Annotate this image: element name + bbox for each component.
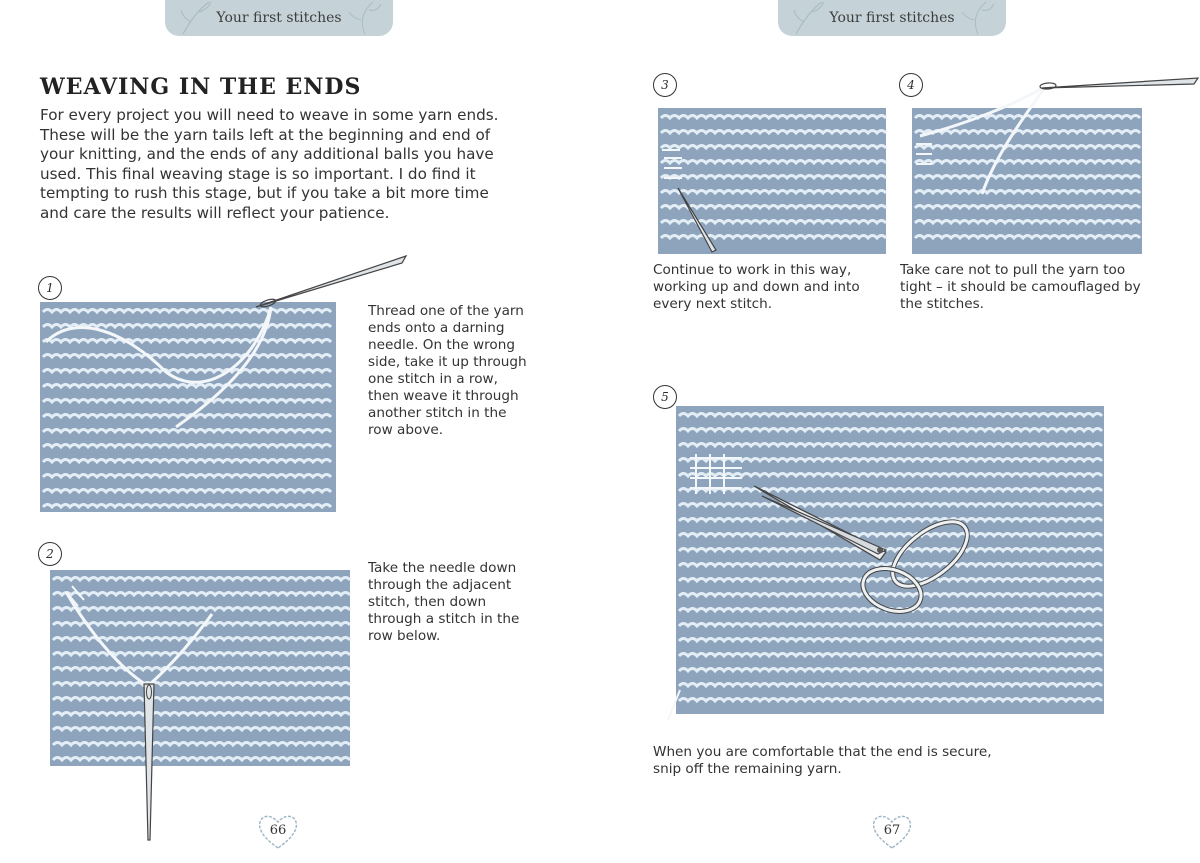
chapter-header-text: Your first stitches (216, 10, 342, 26)
step-4-illustration (906, 74, 1200, 260)
step-4-caption: Take care not to pull the yarn too tight – it should be camouflaged by the stitches. (900, 262, 1141, 312)
page-number-text: 66 (269, 822, 287, 838)
darning-needle (1042, 78, 1198, 88)
step-2-caption: Take the needle down through the adjacent stitch, then down through a stitch in the row below. (368, 560, 520, 644)
step-5-caption: When you are comfortable that the end is secure, snip off the remaining yarn. (653, 744, 992, 777)
darning-needle (144, 684, 154, 840)
knit-swatch (676, 406, 1104, 714)
page-number-67 (870, 810, 914, 852)
step-5-number: 5 (661, 390, 669, 404)
chapter-header-tab (165, 0, 393, 36)
intro-paragraph: For every project you will need to weave in some yarn ends. These will be the yarn tails left at the beginning and end of your knitting, and the ends of any additional balls you have used. This final weaving stage is so important. I do find it tempting to rush this stage, but if you take a bit more time and care the results will reflect your patience. (40, 106, 499, 222)
step-4-number: 4 (907, 78, 915, 92)
page-title: WEAVING IN THE ENDS (40, 74, 362, 100)
step-1-illustration (36, 252, 408, 520)
step-2-illustration (36, 556, 356, 846)
step-3-badge (653, 73, 677, 97)
chapter-header-tab (778, 0, 1006, 36)
step-1-caption: Thread one of the yarn ends onto a darning needle. On the wrong side, take it up through one stitch in a row, then weave it through another stitch in the row above. (368, 303, 527, 438)
step-1-number: 1 (46, 281, 54, 295)
step-5-illustration (666, 400, 1110, 740)
page-number-66 (256, 810, 300, 852)
knit-swatch (50, 570, 350, 766)
knit-swatch (40, 302, 336, 512)
knit-swatch (658, 108, 886, 254)
page-number-text: 67 (883, 822, 901, 838)
step-3-illustration (652, 100, 890, 260)
step-3-caption: Continue to work in this way, working up and down and into every next stitch. (653, 262, 860, 312)
right-page (600, 0, 1200, 863)
step-2-number: 2 (46, 547, 54, 561)
chapter-header-text: Your first stitches (829, 10, 955, 26)
step-3-number: 3 (661, 78, 669, 92)
darning-needle (256, 256, 406, 307)
